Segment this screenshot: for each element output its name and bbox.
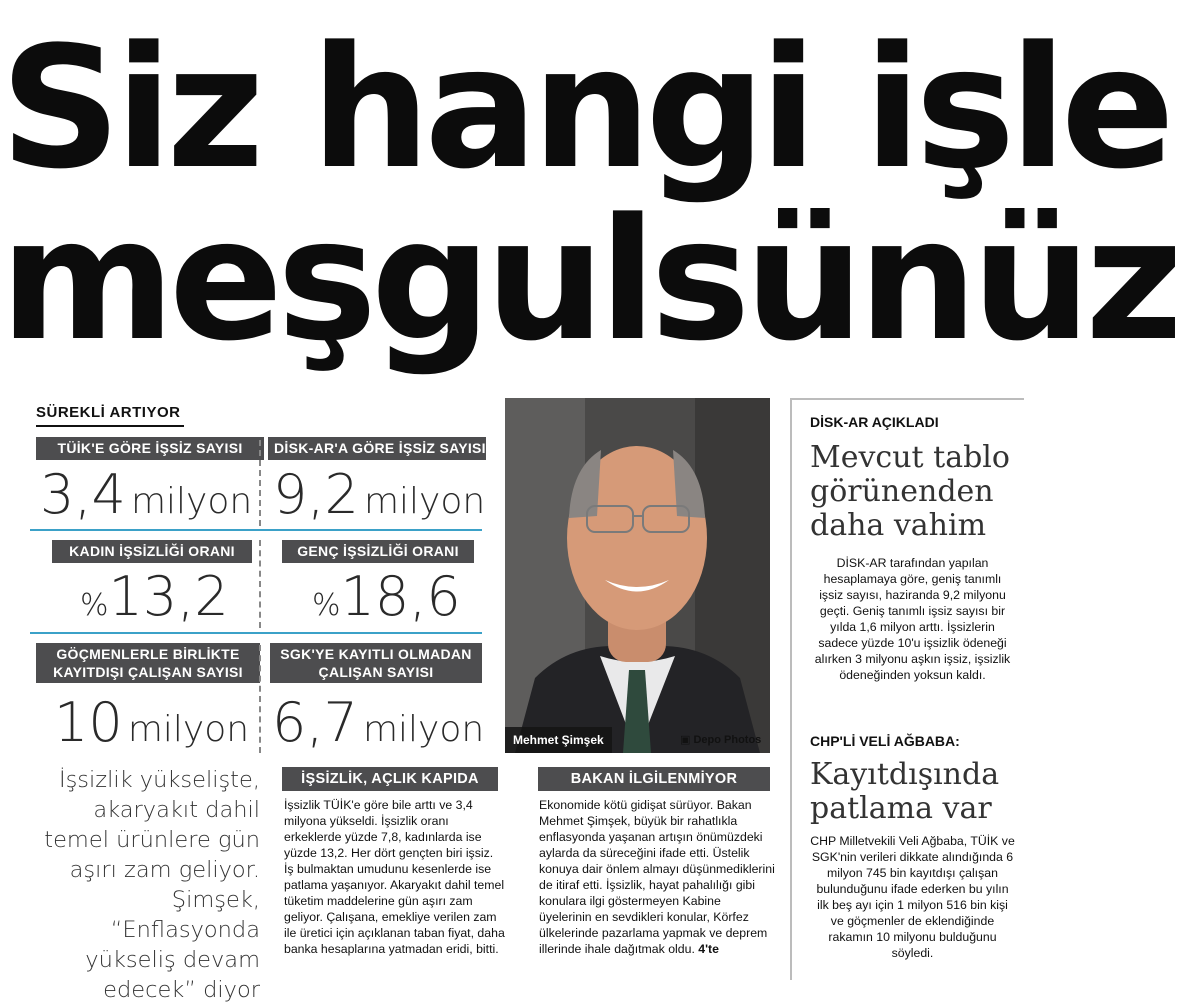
- sidebar-headline: Mevcut tablo görünenden daha vahim: [810, 440, 1010, 543]
- stat-value: %18,6: [312, 565, 461, 628]
- sidebar-rule: [790, 398, 1024, 400]
- lead-text: İşsizlik yükselişte, akaryakıt dahil temel ürünlere gün aşırı zam geliyor. Şimşek, “Enflasyonda yükseliş devam edecek” diyor: [44, 767, 260, 1003]
- column-header: İŞSİZLİK, AÇLIK KAPIDA: [282, 767, 498, 791]
- portrait-photo: [505, 398, 770, 753]
- sidebar-kicker: DİSK-AR AÇIKLADI: [810, 414, 939, 430]
- stat-value: %13,2: [80, 565, 229, 628]
- section-label: SÜREKLİ ARTIYOR: [36, 404, 181, 421]
- stat-label: GENÇ İŞSİZLİĞİ ORANI: [282, 540, 474, 563]
- divider: [259, 540, 261, 628]
- stat-value: 10 milyon: [54, 691, 250, 754]
- sidebar-body: DİSK-AR tarafından yapılan hesaplamaya göre, geniş tanımlı işsiz sayısı, haziranda 9,2 milyonu geçti. Geniş tanımlı işsiz sayısı bir yılda 1,6 milyon arttı. İşsizlerin sadece yüzde 10'u işsizlik ödeneği alırken 3 milyonu aşkın işsiz, işsizlik ödeneğinden yoksun kaldı.: [814, 556, 1011, 682]
- column-body: Ekonomide kötü gidişat sürüyor. Bakan Mehmet Şimşek, büyük bir rahatlıkla enflasyonda yaşanan artışın önümüzdeki aylarda da süreceğini ifade etti. Üstelik konuya dair önlem almayı düşünmediklerini de itiraf etti. İşsizlik, hayat pahalılığı gibi konulara ilgi göstermeyen Kabine üyelerinin en sevdikleri konular, Körfez ülkelerinde pazarlama yapmak ve deprem illerinde ihale dağıtmak oldu. 4'te: [539, 798, 775, 956]
- headline-line1: Siz hangi işle: [0, 10, 1169, 206]
- page-reference: 4'te: [698, 942, 719, 956]
- column-header: BAKAN İLGİLENMİYOR: [538, 767, 770, 791]
- stat-label: TÜİK'E GÖRE İŞSİZ SAYISI: [36, 437, 264, 460]
- divider: [30, 632, 482, 634]
- column-body: İşsizlik TÜİK'e göre bile arttı ve 3,4 milyona yükseldi. İşsizlik oranı erkeklerde yüzde 7,8, kadınlarda ise yüzde 13,2. Her dört gençten biri işsiz. İş bulmaktan umudunu kesenlerde ise patlama yaşanıyor. Akaryakıt dahil temel tüketim maddelerine gün aşırı zam geliyor. Çalışana, emekliye verilen zam ile üretici için açıklanan taban fiyat, daha banka hesaplarına yatmadan eridi, bitti.: [284, 798, 505, 956]
- stat-label: KADIN İŞSİZLİĞİ ORANI: [52, 540, 252, 563]
- stat-value: 3,4 milyon: [40, 463, 253, 526]
- headline-line2: meşgulsünüz: [0, 182, 1177, 378]
- portrait-illustration: [505, 398, 770, 753]
- stat-label: GÖÇMENLERLE BİRLİKTE KAYITDIŞI ÇALIŞAN SAYISI: [36, 643, 260, 683]
- photo-credit: ▣ Depo Photos: [680, 734, 762, 746]
- camera-icon: ▣: [680, 734, 691, 746]
- section-rule: [36, 425, 184, 427]
- divider: [30, 529, 482, 531]
- divider: [259, 645, 261, 753]
- divider: [259, 440, 261, 526]
- stat-label: SGK'YE KAYITLI OLMADAN ÇALIŞAN SAYISI: [270, 643, 482, 683]
- sidebar-body: CHP Milletvekili Veli Ağbaba, TÜİK ve SGK'nin verileri dikkate alındığında 6 milyon 745 bin kayıtdışı çalışan bulunduğunu ifade ederken bu yılın ilk beş ayı için 1 milyon 516 bin kişi ve göçmenler de eklendiğinde rakamın 10 milyonu bulduğunu söyledi.: [810, 834, 1015, 960]
- stat-value: 9,2 milyon: [273, 463, 486, 526]
- sidebar-rule: [790, 400, 792, 980]
- stat-value: 6,7 milyon: [272, 691, 485, 754]
- photo-caption: Mehmet Şimşek: [505, 727, 612, 753]
- sidebar-kicker: CHP'Lİ VELİ AĞBABA:: [810, 733, 960, 749]
- sidebar-headline: Kayıtdışında patlama var: [810, 757, 1000, 826]
- stat-label: DİSK-AR'A GÖRE İŞSİZ SAYISI: [268, 437, 486, 460]
